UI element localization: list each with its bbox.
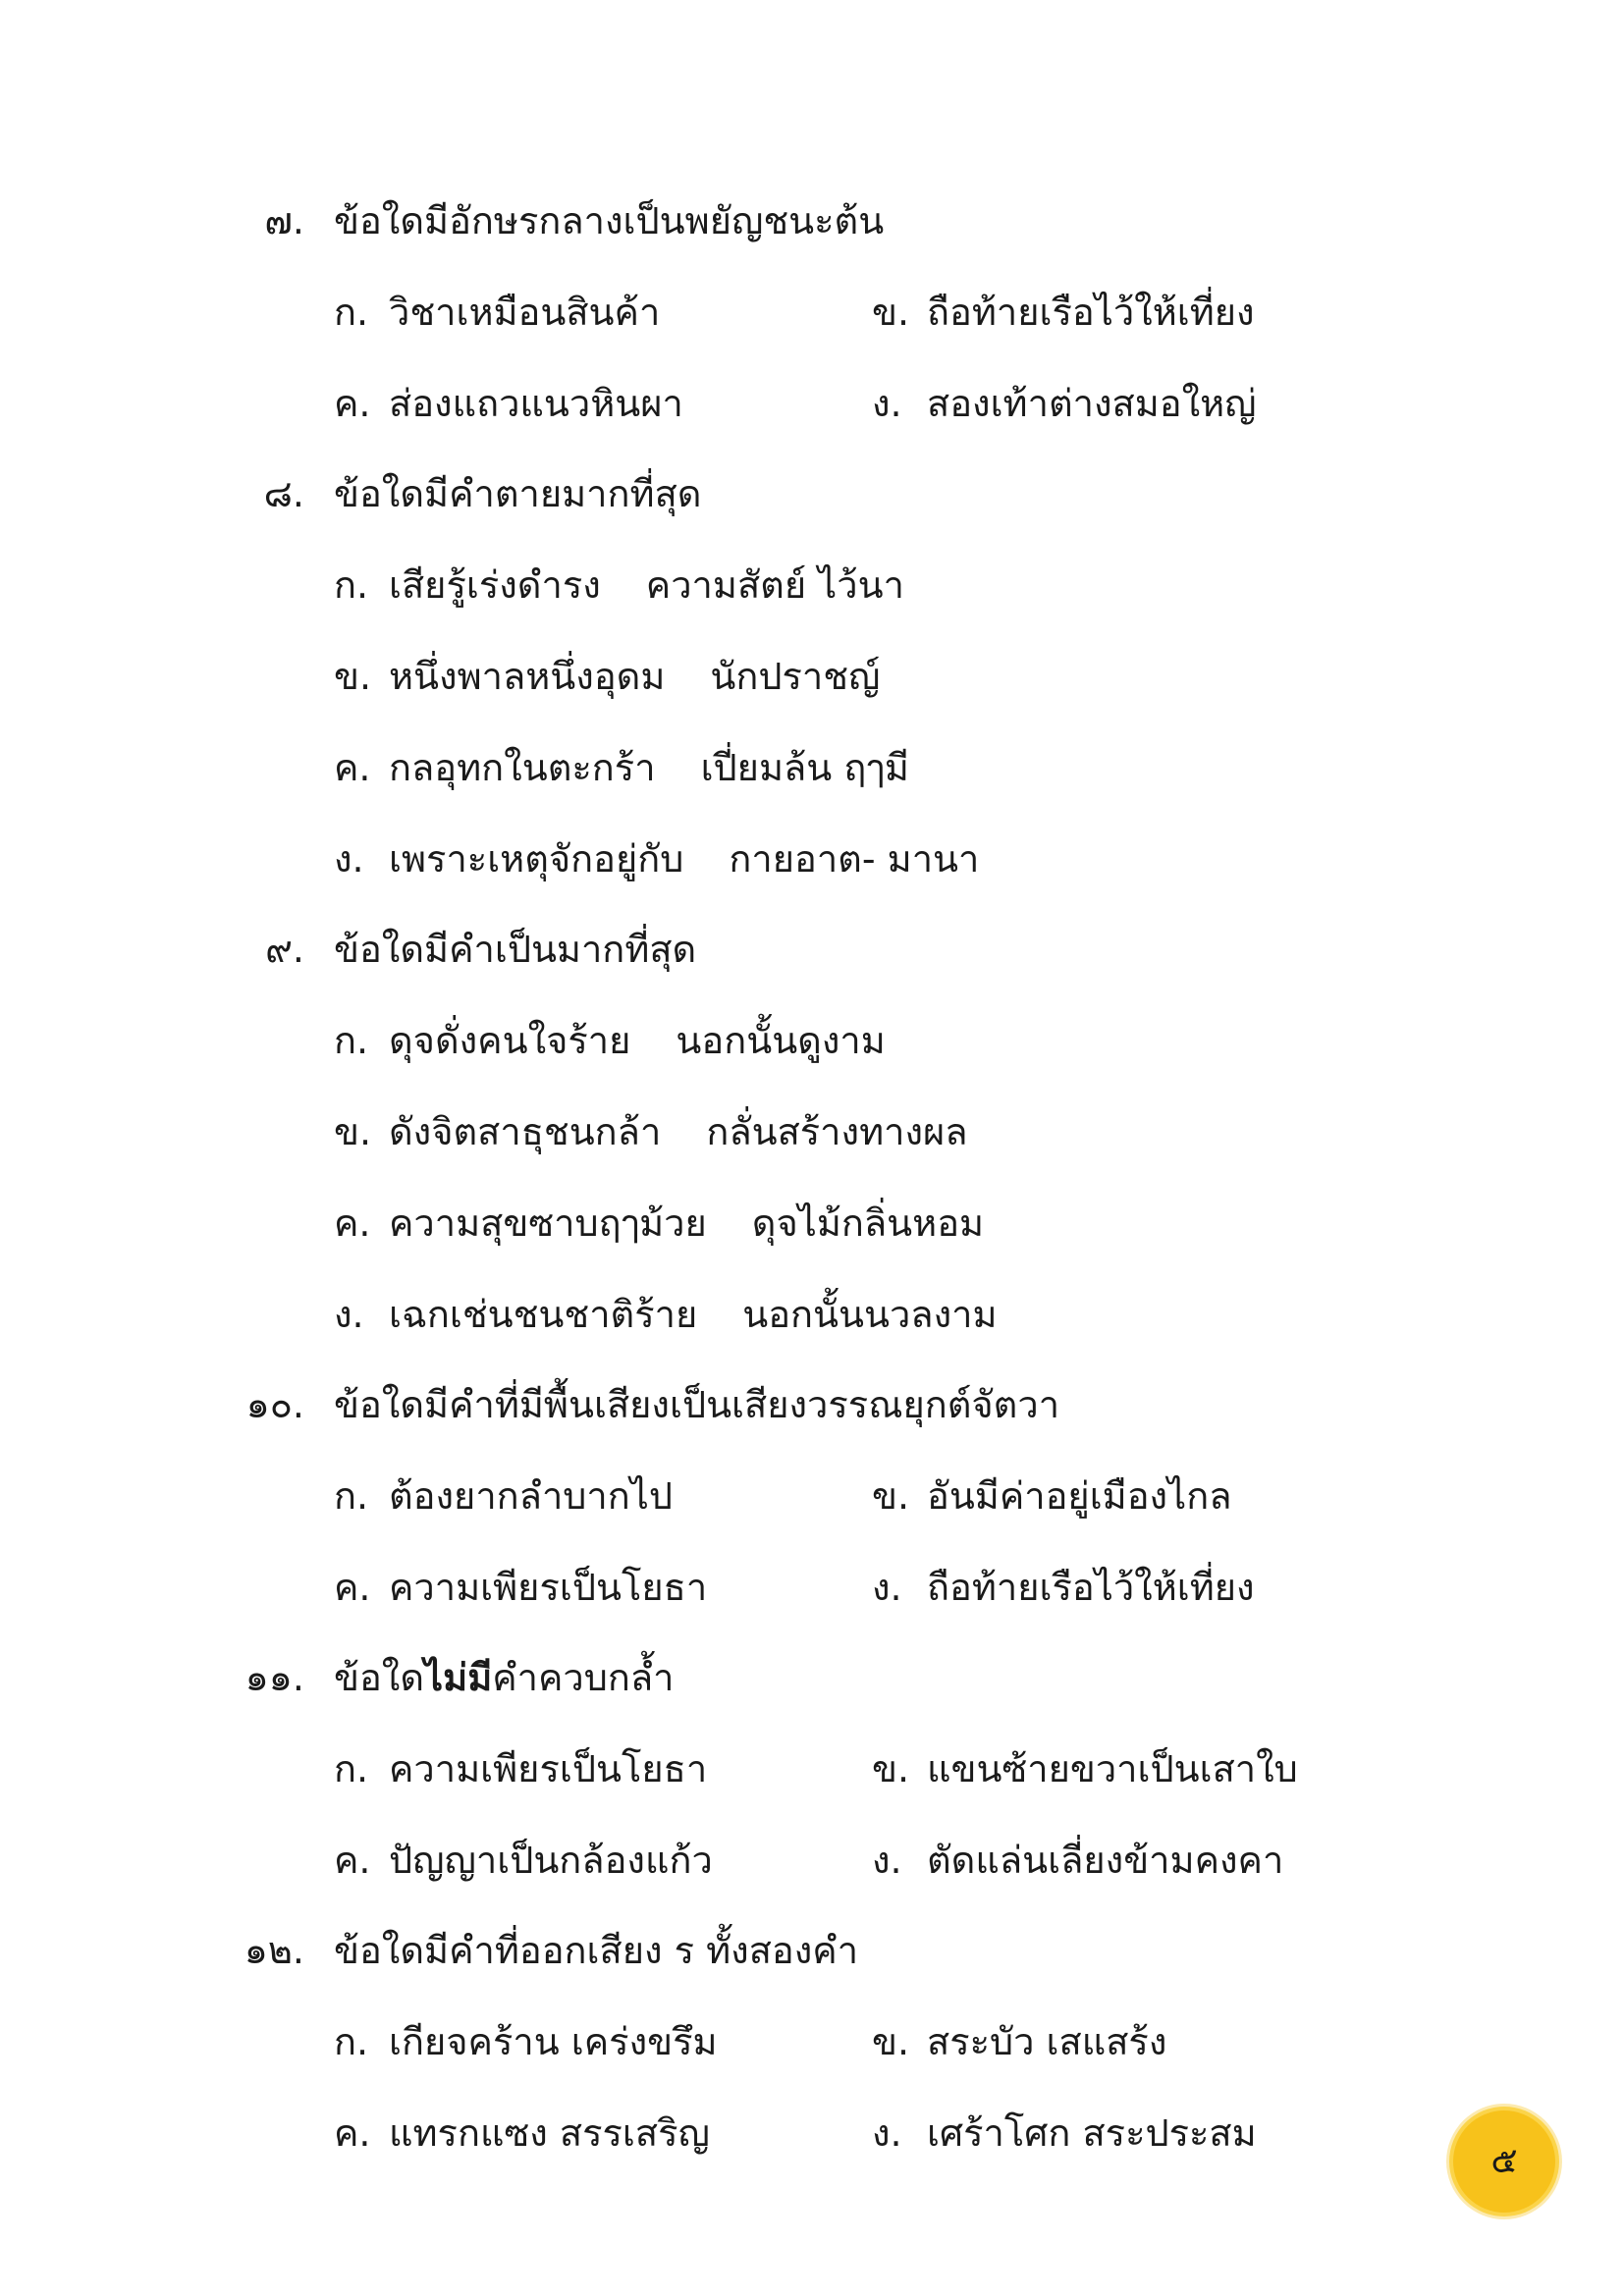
option-text: สระบัว เสแสร้ง xyxy=(927,2020,1167,2063)
option-letter: ก. xyxy=(334,563,369,607)
question-10 xyxy=(0,1375,1624,1434)
option-text: อันมีค่าอยู่เมืองไกล xyxy=(927,1474,1232,1518)
option-text: ต้องยากลำบากไป xyxy=(389,1474,673,1518)
option-letter: ข. xyxy=(872,1747,910,1790)
option-b[interactable] xyxy=(872,2012,1166,2071)
option-b[interactable] xyxy=(334,647,880,706)
question-number: ๗. xyxy=(264,199,304,242)
question-stem: ข้อใดมีคำที่มีพื้นเสียงเป็นเสียงวรรณยุกต์จัตวา xyxy=(334,1383,1060,1426)
option-text-second: กายอาต- มานา xyxy=(729,837,980,881)
option-letter: ง. xyxy=(872,382,902,425)
question-number: ๙. xyxy=(265,928,304,971)
option-text-first: ดุจดั่งคนใจร้าย xyxy=(389,1019,631,1062)
option-a[interactable] xyxy=(334,1739,707,1798)
option-text: ถือท้ายเรือไว้ให้เที่ยง xyxy=(927,291,1255,334)
question-number: ๘. xyxy=(263,472,304,515)
stem-prefix: ข้อใด xyxy=(334,1656,425,1699)
option-letter: ข. xyxy=(872,2020,910,2063)
option-text: ความเพียรเป็นโยธา xyxy=(389,1747,708,1790)
option-text: ตัดแล่นเลี่ยงข้ามคงคา xyxy=(927,1839,1284,1882)
option-c[interactable] xyxy=(334,1194,984,1253)
option-text-first: เฉกเช่นชนชาติร้าย xyxy=(389,1293,698,1336)
question-8 xyxy=(0,464,1624,523)
option-letter: ค. xyxy=(334,2111,371,2155)
option-text-first: กลอุทกในตะกร้า xyxy=(389,746,656,789)
option-text-first: เพราะเหตุจักอยู่กับ xyxy=(389,837,684,881)
option-letter: ข. xyxy=(334,1110,372,1153)
option-c[interactable] xyxy=(334,1831,713,1890)
option-letter: ค. xyxy=(334,1839,371,1882)
option-letter: ก. xyxy=(334,2020,369,2063)
option-letter: ค. xyxy=(334,1201,371,1245)
option-letter: ค. xyxy=(334,746,371,789)
question-number: ๑๒. xyxy=(244,1929,304,1972)
option-text: ถือท้ายเรือไว้ให้เที่ยง xyxy=(927,1566,1255,1609)
option-letter: ง. xyxy=(334,1293,364,1336)
option-c[interactable] xyxy=(334,1558,707,1617)
option-d[interactable] xyxy=(872,1831,1283,1890)
option-letter: ก. xyxy=(334,291,369,334)
option-letter: ง. xyxy=(872,2111,902,2155)
question-12 xyxy=(0,1921,1624,1980)
question-stem: ข้อใดมีคำเป็นมากที่สุด xyxy=(334,928,697,971)
option-a[interactable] xyxy=(334,1467,673,1525)
option-letter: ก. xyxy=(334,1474,369,1518)
option-text-first: หนึ่งพาลหนึ่งอุดม xyxy=(389,655,666,698)
option-c[interactable] xyxy=(334,374,683,433)
option-text-second: นอกนั้นนวลงาม xyxy=(742,1293,998,1336)
option-text: แขนซ้ายขวาเป็นเสาใบ xyxy=(927,1747,1298,1790)
option-letter: ข. xyxy=(872,1474,910,1518)
option-text-first: ดังจิตสาธุชนกล้า xyxy=(389,1110,662,1153)
option-a[interactable] xyxy=(334,283,660,342)
question-11 xyxy=(0,1648,1624,1707)
option-c[interactable] xyxy=(334,738,909,797)
question-stem xyxy=(334,1648,675,1707)
option-text: ส่องแถวแนวหินผา xyxy=(389,382,683,425)
option-text: วิชาเหมือนสินค้า xyxy=(389,291,661,334)
option-text-first: เสียรู้เร่งดำรง xyxy=(389,563,601,607)
option-text-second: เปี่ยมล้น ฤๅมี xyxy=(700,746,909,789)
option-text: เกียจคร้าน เคร่งขรึม xyxy=(389,2020,718,2063)
option-text-second: ดุจไม้กลิ่นหอม xyxy=(751,1201,985,1245)
stem-suffix: คำควบกล้ำ xyxy=(492,1656,675,1699)
option-a[interactable] xyxy=(334,2012,718,2071)
option-b[interactable] xyxy=(872,283,1255,342)
option-c[interactable] xyxy=(334,2104,710,2163)
option-d[interactable] xyxy=(334,1285,998,1344)
option-text-second: นอกนั้นดูงาม xyxy=(676,1019,886,1062)
option-d[interactable] xyxy=(334,829,979,888)
option-b[interactable] xyxy=(872,1739,1298,1798)
option-letter: ข. xyxy=(872,291,910,334)
option-a[interactable] xyxy=(334,556,904,614)
option-text-first: ความสุขซาบฤๅม้วย xyxy=(389,1201,707,1245)
question-7 xyxy=(0,191,1624,250)
option-d[interactable] xyxy=(872,2104,1257,2163)
option-text: ความเพียรเป็นโยธา xyxy=(389,1566,708,1609)
option-text: ปัญญาเป็นกล้องแก้ว xyxy=(389,1839,713,1882)
option-text-second: กลั่นสร้างทางผล xyxy=(706,1110,968,1153)
option-b[interactable] xyxy=(872,1467,1232,1525)
option-letter: ก. xyxy=(334,1019,369,1062)
question-number: ๑๐. xyxy=(245,1383,304,1426)
option-letter: ง. xyxy=(872,1839,902,1882)
option-letter: ง. xyxy=(334,837,364,881)
option-letter: ข. xyxy=(334,655,372,698)
option-letter: ก. xyxy=(334,1747,369,1790)
question-9 xyxy=(0,920,1624,979)
option-text-second: ความสัตย์ ไว้นา xyxy=(645,563,904,607)
question-stem: ข้อใดมีคำที่ออกเสียง ร ทั้งสองคำ xyxy=(334,1929,859,1972)
stem-emphasis: ไม่มี xyxy=(424,1656,493,1699)
option-text: เศร้าโศก สระประสม xyxy=(927,2111,1257,2155)
option-letter: ค. xyxy=(334,382,371,425)
option-d[interactable] xyxy=(872,1558,1255,1617)
option-b[interactable] xyxy=(334,1102,968,1161)
question-stem: ข้อใดมีอักษรกลางเป็นพยัญชนะต้น xyxy=(334,199,885,242)
option-text: แทรกแซง สรรเสริญ xyxy=(389,2111,710,2155)
question-stem: ข้อใดมีคำตายมากที่สุด xyxy=(334,472,702,515)
option-text-second: นักปราชญ์ xyxy=(710,655,881,698)
question-number: ๑๑. xyxy=(244,1656,304,1699)
option-d[interactable] xyxy=(872,374,1257,433)
option-a[interactable] xyxy=(334,1011,886,1070)
option-text: สองเท้าต่างสมอใหญ่ xyxy=(927,382,1257,425)
option-letter: ค. xyxy=(334,1566,371,1609)
option-letter: ง. xyxy=(872,1566,902,1609)
page-number-badge: ๕ xyxy=(1453,2110,1555,2213)
